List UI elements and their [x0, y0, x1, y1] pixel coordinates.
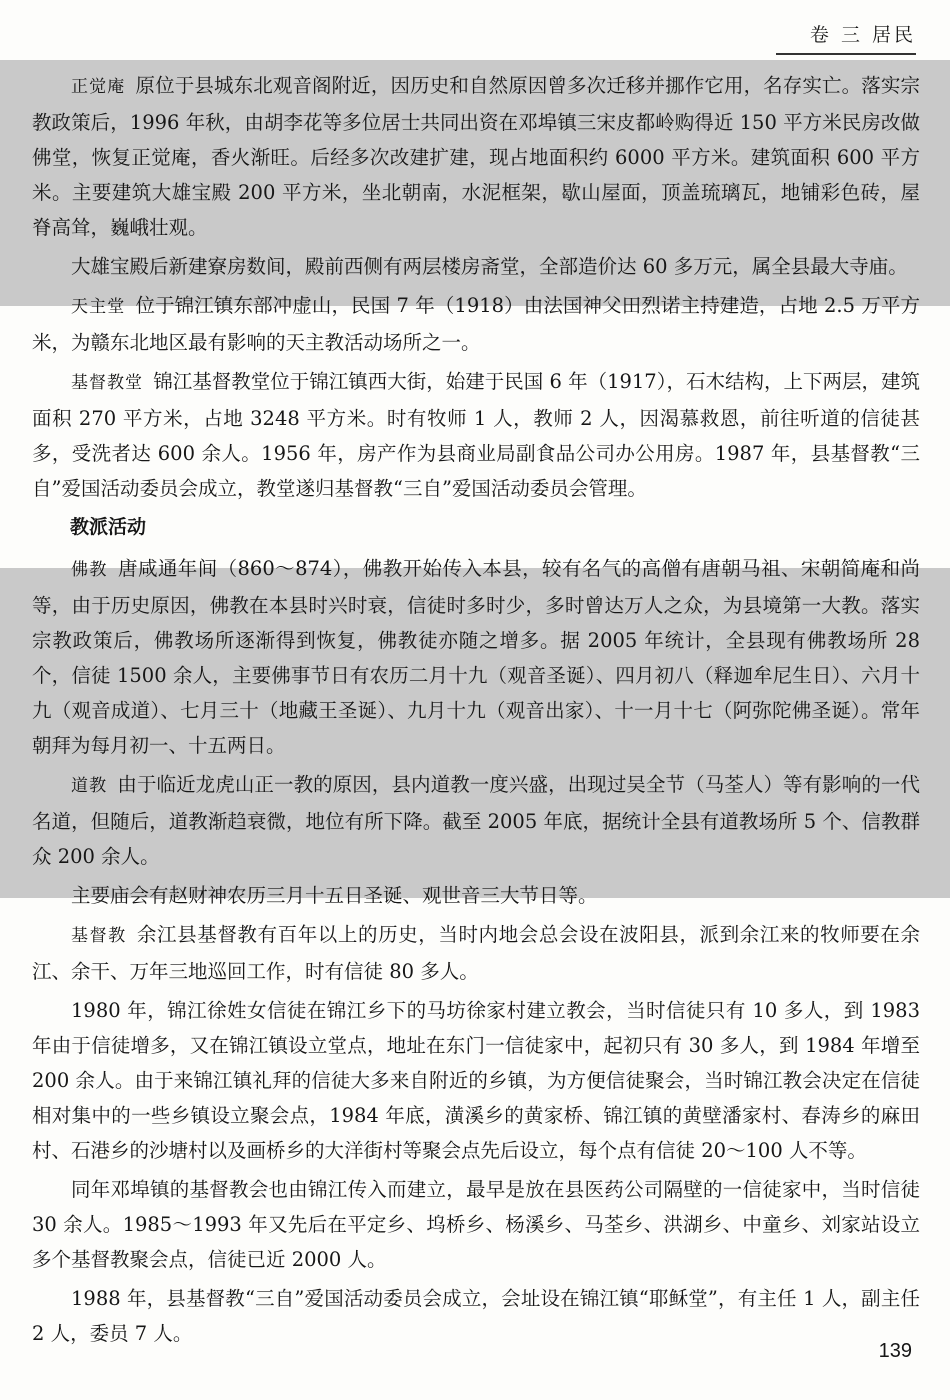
paragraph-temple-fairs — [32, 878, 920, 913]
paragraph-zhengjue-an — [32, 68, 920, 245]
entry-term: 天主堂 — [71, 297, 126, 317]
paragraph-catholic-church — [32, 288, 920, 360]
page-body — [32, 68, 920, 1355]
paragraph-christianity-1980 — [32, 993, 920, 1168]
paragraph-daxiong-baodian — [32, 249, 920, 284]
paragraph-text: 1988 年，县基督教“三自”爱国活动委员会成立，会址设在锦江镇“耶稣堂”，有主任 1 人，副主任 2 人，委员 7 人。 — [32, 1287, 920, 1345]
paragraph-christianity — [32, 917, 920, 989]
paragraph-text: 主要庙会有赵财神农历三月十五日圣诞、观世音三大节日等。 — [71, 884, 598, 907]
paragraph-text: 余江县基督教有百年以上的历史，当时内地会总会设在波阳县，派到余江来的牧师要在余江、余干、万年三地巡回工作，时有信徒 80 多人。 — [32, 923, 920, 983]
entry-term: 正觉庵 — [71, 77, 126, 97]
entry-term: 基督教堂 — [71, 373, 144, 393]
running-header: 卷 三 居民 — [776, 20, 916, 55]
paragraph-text: 唐咸通年间（860～874），佛教开始传入本县，较有名气的高僧有唐朝马祖、宋朝简庵和尚等，由于历史原因，佛教在本县时兴时衰，信徒时多时少，多时曾达万人之众，为县境第一大教。落实宗教政策后，佛教场所逐渐得到恢复，佛教徒亦随之增多。据 2005 年统计，全县现有佛教场所 28 个，信徒 1500 余人，主要佛事节日有农历二月十九（观音圣诞）、四月初八（释迦牟尼生日）、六月十九（观音成道）、七月三十（地藏王圣诞）、九月十九（观音出家）、十一月十七（阿弥陀佛圣诞）。常年朝拜为每月初一、十五两日。 — [32, 557, 920, 757]
paragraph-christianity-1988 — [32, 1281, 920, 1351]
entry-term: 佛教 — [71, 560, 108, 580]
paragraph-text: 原位于县城东北观音阁附近，因历史和自然原因曾多次迁移并挪作它用，名存实亡。落实宗教政策后，1996 年秋，由胡李花等多位居士共同出资在邓埠镇三宋皮都岭购得近 150 平方米民房改做佛堂，恢复正觉庵，香火渐旺。后经多次改建扩建，现占地面积约 6000 平方米。建筑面积 600 平方米。主要建筑大雄宝殿 200 平方米，坐北朝南，水泥框架，歇山屋面，顶盖琉璃瓦，地铺彩色砖，屋脊高耸，巍峨壮观。 — [32, 74, 920, 239]
paragraph-taoism — [32, 767, 920, 874]
paragraph-text: 1980 年，锦江徐姓女信徒在锦江乡下的马坊徐家村建立教会，当时信徒只有 10 多人，到 1983 年由于信徒增多，又在锦江镇设立堂点，地址在东门一信徒家中，起初只有 30 多人，到 1984 年增至 200 余人。由于来锦江镇礼拜的信徒大多来自附近的乡镇，为方便信徒聚会，当时锦江教会决定在信徒相对集中的一些乡镇设立聚会点，1984 年底，潢溪乡的黄家桥、锦江镇的黄壁潘家村、春涛乡的麻田村、石港乡的沙塘村以及画桥乡的大洋街村等聚会点先后设立，每个点有信徒 20～100 人不等。 — [32, 999, 920, 1162]
page-number: 139 — [878, 1340, 912, 1362]
paragraph-text: 位于锦江镇东部冲虚山，民国 7 年（1918）由法国神父田烈诺主持建造，占地 2.5 万平方米，为赣东北地区最有影响的天主教活动场所之一。 — [32, 294, 921, 354]
paragraph-buddhism — [32, 551, 920, 763]
entry-term: 道教 — [71, 776, 108, 796]
paragraph-text: 由于临近龙虎山正一教的原因，县内道教一度兴盛，出现过吴全节（马荃人）等有影响的一代名道，但随后，道教渐趋衰微，地位有所下降。截至 2005 年底，据统计全县有道教场所 5 个、信教群众 200 余人。 — [32, 773, 920, 868]
paragraph-christianity-dengbu — [32, 1172, 920, 1277]
paragraph-christian-church — [32, 364, 920, 506]
paragraph-text: 大雄宝殿后新建寮房数间，殿前西侧有两层楼房斋堂，全部造价达 60 多万元，属全县最大寺庙。 — [71, 255, 908, 278]
section-title: 教派活动 — [70, 516, 147, 538]
paragraph-text: 同年邓埠镇的基督教会也由锦江传入而建立，最早是放在县医药公司隔壁的一信徒家中，当时信徒 30 余人。1985～1993 年又先后在平定乡、坞桥乡、杨溪乡、马荃乡、洪湖乡、中童乡、刘家站设立多个基督教聚会点，信徒已近 2000 人。 — [32, 1178, 920, 1271]
entry-term: 基督教 — [71, 926, 127, 946]
paragraph-text: 锦江基督教堂位于锦江镇西大街，始建于民国 6 年（1917），石木结构，上下两层，建筑面积 270 平方米，占地 3248 平方米。时有牧师 1 人，教师 2 人，因渴慕救恩，前往听道的信徒甚多，受洗者达 600 余人。1956 年，房产作为县商业局副食品公司办公用房。1987 年，县基督教“三自”爱国活动委员会成立，教堂遂归基督教“三自”爱国活动委员会管理。 — [32, 370, 920, 500]
